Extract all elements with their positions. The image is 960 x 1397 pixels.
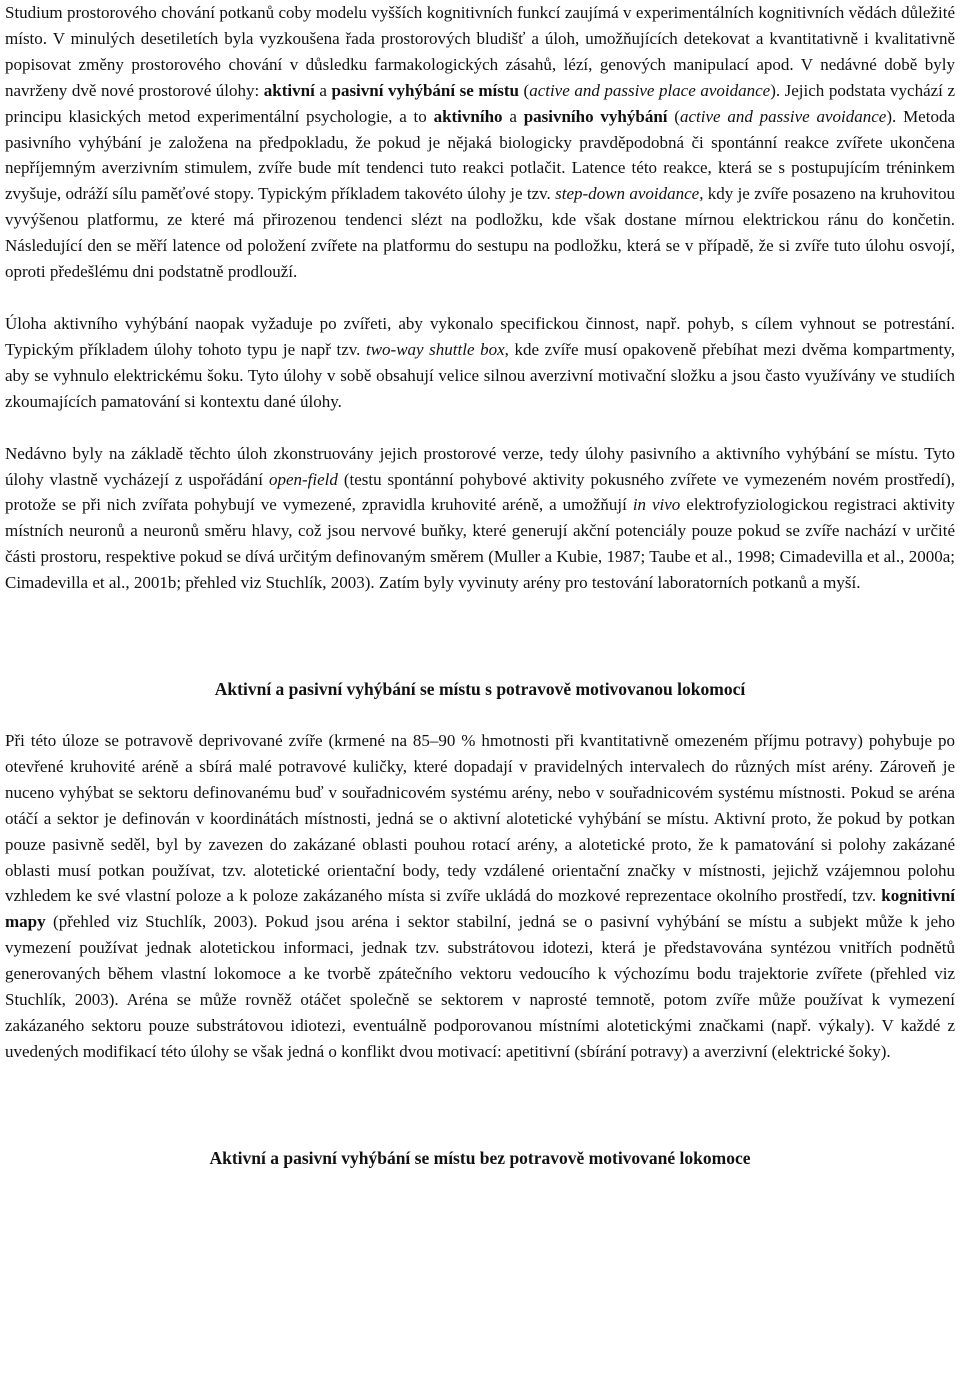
paragraph-spacer [5,415,955,441]
section-heading-without-food: Aktivní a pasivní vyhýbání se místu bez potravově motivované lokomoce [209,1147,751,1168]
text-run: (přehled viz Stuchlík, 2003). Pokud jsou aréna i sektor stabilní, jedná se o pasivní vyhýbání se místu a subjekt může k jeho vymezení používat jednak alotetickou informaci, jednak tzv. substrátovou idotezi, která je představována syntézou vnitřích podnětů generovaných během vlastní lokomoce a ke tvorbě zpátečního vektoru vedoucího k výchozímu bodu trajektorie zvířete (přehled viz Stuchlík, 2003). Aréna se může rovněž otáčet společně se sektorem v naprosté temnotě, potom zvíře může používat k vymezení zakázaného sektoru pouze substrátovou idiotezi, eventuálně podporovanou místními alotetickými značkami (např. výkaly). V každé z uvedených modifikací této úlohy se však jedná o konflikt dvou motivací: apetitivní (sbírání potravy) a averzivní (elektrické šoky). [5,912,955,1061]
italic-term: two-way shuttle box [365,339,505,359]
text-run: a [502,106,524,126]
section-spacer [5,596,955,676]
paragraph-intro [5,0,955,285]
bold-term: kognitivní mapy [5,886,955,932]
paragraph-active-avoidance [5,311,955,415]
bold-term: pasivního vyhýbání [523,106,668,126]
paragraph-spacer [5,702,955,728]
document-page [5,0,955,1171]
text-run: Studium prostorového chování potkanů coby modelu vyšších kognitivních funkcí zaujímá v experimentálních kognitivních vědách důležité místo. V minulých desetiletích byla vyzkoušena řada prostorových bludišť a úloh, umožňujících detekovat a kvantitativně i kvalitativně popisovat změny prostorového chování v důsledku farmakologických zásahů, lézí, genových manipulací apod. V nedávné době byly navrženy dvě nové prostorové úlohy: [5,3,955,100]
text-run: Nedávno byly na základě těchto úloh zkonstruovány jejich prostorové verze, tedy úlohy pasivního a aktivního vyhýbání se místu. Tyto úlohy vlastně vycházejí z uspořádání [5,443,955,489]
text-run: , kde zvíře musí opakoveně přebíhat mezi dvěma kompartmenty, aby se vyhnulo elektrickému šoku. Tyto úlohy v sobě obsahují velice silnou averzivní motivační složku a jsou často využívány ve studiích zkoumajících pamatování si kontextu dané úlohy. [5,339,956,411]
text-run: ). Metoda pasivního vyhýbání je založena na předpokladu, že pokud je nějaká biologicky pravděpodobná či spontánní reakce zvířete ukončena nepříjemným averzivním stimulem, zvíře bude mít tendenci tuto reakci potlačit. Latence této reakce, která se s postupujícím tréninkem zvyšuje, odráží sílu paměťové stopy. Typickým příkladem takovéto úlohy je tzv. [5,106,955,204]
bold-term: pasivní vyhýbání se místu [331,80,519,100]
section-spacer [5,1065,955,1145]
italic-term: open-field [268,469,338,489]
bold-term: aktivní [263,80,315,100]
text-run: Při této úloze se potravově deprivované zvíře (krmené na 85–90 % hmotnosti při kvantitativně omezeném příjmu potravy) pohybuje po otevřené kruhovité aréně a sbírá malé potravové kuličky, které dopadají v pravidelných intervalech do různých míst arény. Zároveň je nuceno vyhýbat se sektoru definovanému buď v souřadnicovém systému arény, nebo v souřadnicovém systému místnosti. Pokud se aréna otáčí a sektor je definován v koordinátách místnosti, jedná se o aktivní alotetické vyhýbání se místu. Aktivní proto, že pokud by potkan pouze pasivně seděl, byl by zavezen do zakázané oblasti pouhou rotací arény, a alotetické proto, že k pamatování si polohy zakázané oblasti musí potkan používat, tzv. alotetické orientační body, tedy vzdálené orientační značky v místnosti, jejichž vzájemnou polohu vzhledem ke své vlastní poloze a k poloze zakázaného místa si zvíře ukládá do mozkové reprezentace okolního prostředí, tzv. [5,731,955,906]
text-run: Úloha aktivního vyhýbání naopak vyžaduje po zvířeti, aby vykonalo specifickou činnost, např. pohyb, s cílem vyhnout se potrestání. Typickým příkladem úlohy tohoto typu je např tzv. [5,313,955,359]
text-run: elektrofyziologickou registraci aktivity místních neuronů a neuronů směru hlavy, což jsou nervové buňky, které generují akční potenciály pouze pokud se zvíře nachází v určité části prostoru, respektive pokud se dívá určitým definovaným směrem (Muller a Kubie, 1987; Taube et al., 1998; Cimadevilla et al., 2000a; Cimadevilla et al., 2001b; přehled viz Stuchlík, 2003). Zatím byly vyvinuty arény pro testování laboratorních potkanů a myší. [5,495,955,593]
italic-term: active and passive avoidance [679,106,887,126]
text-run: ( [667,106,680,126]
text-run: ( [518,80,530,100]
paragraph-spatial-versions [5,441,955,596]
paragraph-spacer [5,285,955,311]
text-run: ). Jejich podstata vychází z principu klasických metod experimentální psychologie, a to [5,80,956,126]
italic-term: in vivo [632,495,681,515]
bold-term: aktivního [433,106,503,126]
text-run: , kdy je zvíře posazeno na kruhovitou vyvýšenou platformu, ze které má přirozenou tendenci slézt na podložku, kde však dostane mírnou elektrickou ránu do končetin. Následující den se měří latence od položení zvířete na platformu do sestupu na podložku, která se v případě, že si zvíře tuto úlohu osvojí, oproti předešlému dni podstatně prodlouží. [5,184,956,282]
text-run: a [314,80,332,100]
section-heading-food-motivated: Aktivní a pasivní vyhýbání se místu s potravově motivovanou lokomocí [214,679,746,700]
text-run: (testu spontánní pohybové aktivity pokusného zvířete ve vymezeném novém prostředí), protože se při nich zvířata pohybují ve vymezené, zpravidla kruhovité aréně, a umožňují [5,469,956,515]
paragraph-food-motivated [5,728,955,1065]
italic-term: step-down avoidance [555,184,700,204]
italic-term: active and passive place avoidance [529,80,771,100]
